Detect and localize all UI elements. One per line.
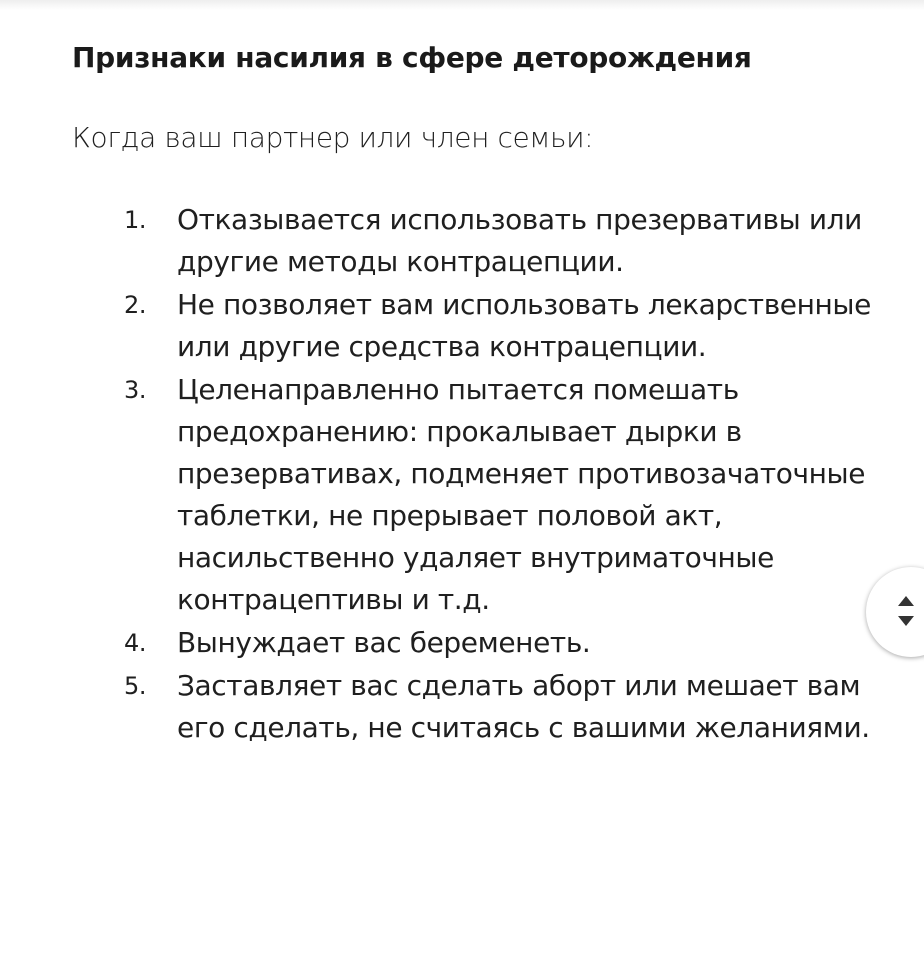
article-title: Признаки насилия в сфере деторождения — [72, 41, 752, 74]
list-item — [72, 199, 872, 283]
list-item-text: Целенаправленно пытается помешать предохранению: прокалывает дырки в презервативах, подменяет противозачаточные таблетки, не прерывает половой акт, насильственно удаляет внутриматочные контрацептивы и т.д. — [177, 373, 866, 616]
list-item-number: 2. — [124, 291, 147, 319]
list-item — [72, 665, 872, 749]
top-shade — [0, 0, 924, 10]
fast-scroll-handle[interactable] — [866, 567, 924, 657]
up-down-arrows-icon — [894, 592, 918, 630]
list-item-number: 3. — [124, 376, 147, 404]
article-intro: Когда ваш партнер или член семьи: — [72, 121, 594, 154]
abuse-signs-list — [72, 199, 872, 749]
list-item-text: Отказывается использовать презервативы или другие методы контрацепции. — [177, 203, 862, 278]
list-item-number: 4. — [124, 629, 147, 657]
list-item — [72, 369, 872, 621]
list-item-text: Заставляет вас сделать аборт или мешает вам его сделать, не считаясь с вашими желаниями. — [177, 669, 870, 744]
list-item — [72, 284, 872, 368]
list-item-text: Вынуждает вас беременеть. — [177, 626, 591, 659]
list-item-text: Не позволяет вам использовать лекарственные или другие средства контрацепции. — [177, 288, 871, 363]
list-item-number: 5. — [124, 672, 147, 700]
list-item-number: 1. — [124, 206, 147, 234]
list-item — [72, 622, 872, 664]
article-content — [72, 38, 872, 750]
